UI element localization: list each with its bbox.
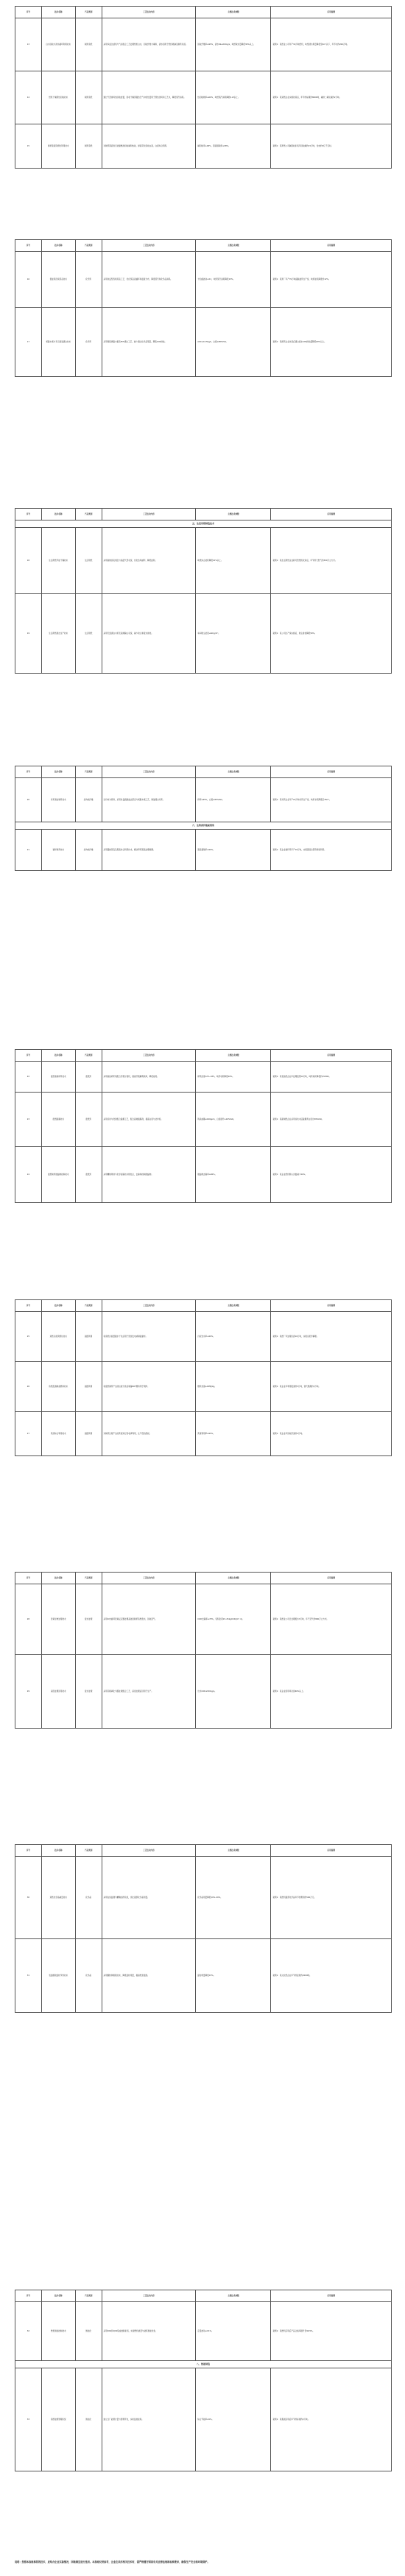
cell-name: 废纸高效碎浆技术	[41, 1062, 75, 1093]
cell-category: 废水处理	[75, 1655, 102, 1729]
cell-tech: 采用精细筛选与化学固着技术相结合，去除和控制胶黏物。	[102, 1147, 196, 1203]
header-case: 应用案例	[271, 1845, 392, 1857]
cell-category: 制浆造纸	[75, 71, 102, 124]
header-name: 技术名称	[41, 1845, 75, 1857]
cell-category: 化学浆	[75, 252, 102, 308]
tech-table	[15, 1299, 392, 1456]
cell-case: 案例1：某造纸企业实施改造后，年节约标煤约8000吨，减排二氧化碳约2万吨。	[271, 71, 392, 124]
cell-name: 生活用纸清洁生产技术	[41, 594, 75, 674]
table-row	[15, 1655, 392, 1729]
cell-category: 智能化	[75, 2368, 102, 2471]
cell-params: 车间粉尘浓度≤4mg/m³。	[196, 594, 271, 674]
header-category: 产品类别	[75, 2290, 102, 2302]
cell-category: 生活用纸	[75, 594, 102, 674]
cell-category: 废纸浆	[75, 1093, 102, 1147]
table-row	[15, 308, 392, 377]
table-row	[15, 1093, 392, 1147]
header-name: 技术名称	[41, 766, 75, 778]
header-no: 序号	[15, 1300, 42, 1312]
cell-no: 19	[15, 594, 42, 674]
table-row	[15, 1584, 392, 1655]
table-page-2	[15, 239, 392, 377]
cell-no: 13	[15, 18, 42, 71]
cell-name: 造纸化学品减量技术	[41, 1857, 75, 1939]
header-no: 序号	[15, 240, 42, 252]
cell-params: 黑液提取率≥90%。	[196, 830, 271, 871]
cell-name: 造纸废渣制备燃料技术	[41, 1362, 75, 1412]
header-tech: 工艺技术内容	[102, 1050, 196, 1062]
header-no: 序号	[15, 1845, 42, 1857]
cell-name: 造纸能源管理系统	[41, 2368, 75, 2471]
cell-params: 化学品用量降低10%–20%。	[196, 1857, 271, 1939]
section-row	[15, 521, 392, 528]
cell-tech: 建立全厂能源计量与管理平台，实时监控能耗。	[102, 2368, 196, 2471]
header-params: 主要技术参数	[196, 2290, 271, 2302]
table-row	[15, 2302, 392, 2361]
cell-params: 胶黏物去除率≥90%。	[196, 1147, 271, 1203]
cell-name: 深度处理回用技术	[41, 1655, 75, 1729]
cell-no: 18	[15, 528, 42, 594]
cell-category: 固废利用	[75, 1362, 102, 1412]
header-name: 技术名称	[41, 1300, 75, 1312]
table-row	[15, 124, 392, 169]
table-header-row	[15, 1845, 392, 1857]
cell-case: 案例1：某纸业公司年产30万吨纸机，吨纸清水用量降低至6m³以下，年节水约200万吨。	[271, 18, 392, 71]
cell-case: 案例1：某生活用纸企业新月型纸机改造后，年节约天然气约300万立方米。	[271, 528, 392, 594]
header-case: 应用案例	[271, 240, 392, 252]
header-category: 产品类别	[75, 1573, 102, 1584]
table-page-8	[15, 1844, 392, 2013]
cell-name: 氧脱木素与无元素氯漂白技术	[41, 308, 75, 377]
cell-params: 得率≥45%，白度≥85%ISO。	[196, 778, 271, 822]
cell-name: 低能耗连续蒸煮技术	[41, 252, 75, 308]
section-title: 八、智能制造	[15, 2361, 392, 2368]
table-row	[15, 1362, 392, 1412]
cell-no: 14	[15, 71, 42, 124]
header-tech: 工艺技术内容	[102, 509, 196, 521]
cell-tech: 采用浮选与洗涤组合脱墨工艺，配合高效脱墨剂，提高白度与洁净度。	[102, 1093, 196, 1147]
header-category: 产品类别	[75, 509, 102, 521]
cell-params: 残余油墨≤100ppm，白度提升≥10%ISO。	[196, 1093, 271, 1147]
header-case: 应用案例	[271, 1300, 392, 1312]
cell-no: 17	[15, 308, 42, 377]
table-page-9	[15, 2290, 392, 2471]
table-row	[15, 1062, 392, 1093]
cell-no: 26	[15, 1362, 42, 1412]
header-no: 序号	[15, 766, 42, 778]
table-row	[15, 778, 392, 822]
cell-tech: 采用DCS和QCS集成控制系统，实现纸机质量与能耗智能优化。	[102, 2302, 196, 2361]
header-tech: 工艺技术内容	[102, 1300, 196, 1312]
header-category: 产品类别	[75, 1845, 102, 1857]
table-page-5	[15, 1049, 392, 1203]
cell-case: 案例1：某竹浆企业年产20万吨竹浆生产线，吨浆水耗降低至35m³。	[271, 778, 392, 822]
table-row	[15, 1412, 392, 1456]
cell-category: 制浆造纸	[75, 18, 102, 71]
cell-name: 废纸制浆胶黏物控制技术	[41, 1147, 75, 1203]
header-tech: 工艺技术内容	[102, 766, 196, 778]
cell-no: 16	[15, 252, 42, 308]
cell-no: 33	[15, 2368, 42, 2471]
cell-params: 回收纤维率≥95%，清水SS≤20mg/L，吨纸取水量降低30%以上。	[196, 18, 271, 71]
header-no: 序号	[15, 509, 42, 521]
header-category: 产品类别	[75, 7, 102, 18]
tech-table	[15, 1049, 392, 1203]
cell-category: 化学浆	[75, 308, 102, 377]
table-page-6	[15, 1299, 392, 1456]
cell-params: 定量波动≤±1%。	[196, 2302, 271, 2361]
cell-case: 案例1：某纸机湿部化学品年节约费用约500万元。	[271, 1857, 392, 1939]
table-row	[15, 528, 392, 594]
cell-name: 白水回收与清水循环利用技术	[41, 18, 75, 71]
tech-table	[15, 1572, 392, 1729]
table-page-7	[15, 1572, 392, 1729]
tech-table	[15, 239, 392, 377]
cell-no: 28	[15, 1584, 42, 1655]
cell-case: 案例1：某纸浆企业改造后漂白废水AOX排放量降低60%以上。	[271, 308, 392, 377]
header-case: 应用案例	[271, 1573, 392, 1584]
cell-name: 厌氧生物处理技术	[41, 1584, 75, 1655]
header-name: 技术名称	[41, 240, 75, 252]
table-row	[15, 2368, 392, 2471]
table-row	[15, 594, 392, 674]
cell-tech: 通过气罩排风热回收装置，回收干燥部湿热空气中的热量用于预热送风和工艺水，降低蒸汽消耗。	[102, 71, 196, 124]
cell-name: 秸秆制浆技术	[41, 830, 75, 871]
cell-name: 制浆废液资源化利用技术	[41, 124, 75, 169]
cell-params: 热回收效率≥60%，吨纸蒸汽消耗降低0.2t以上。	[196, 71, 271, 124]
cell-category: 废纸浆	[75, 1062, 102, 1093]
header-category: 产品类别	[75, 766, 102, 778]
table-row	[15, 71, 392, 124]
cell-no: 20	[15, 778, 42, 822]
cell-no: 15	[15, 124, 42, 169]
header-params: 主要技术参数	[196, 240, 271, 252]
header-params: 主要技术参数	[196, 1300, 271, 1312]
cell-tech: 采用两段氧脱木素及ECF漂白工艺，减少漂白化学品用量，降低AOX排放。	[102, 308, 196, 377]
cell-no: 24	[15, 1147, 42, 1203]
cell-params: 卡伯值波动≤±1，吨浆蒸汽消耗降低15%。	[196, 252, 271, 308]
header-case: 应用案例	[271, 766, 392, 778]
section-title: 六、生物质纤维素纸浆	[15, 822, 392, 830]
cell-case: 案例1：某纸机应用后产品合格率提升至99.5%。	[271, 2302, 392, 2361]
cell-tech: 采用在线监测与精确加药系统，优化湿部化学品用量。	[102, 1857, 196, 1939]
cell-tech: 采用多盘过滤机与气浮组合工艺处理纸机白水，回收纤维与填料，清水回用于纸机喷淋及制浆系统。	[102, 18, 196, 71]
cell-no: 31	[15, 1939, 42, 2013]
cell-no: 27	[15, 1412, 42, 1456]
cell-tech: 以竹材为原料，采用改良硫酸盐法蒸煮与氧脱木素工艺，制备漂白竹浆。	[102, 778, 196, 822]
cell-no: 21	[15, 830, 42, 871]
table-page-3	[15, 508, 392, 674]
cell-case: 案例1：某新闻纸企业采用该技术后脱墨浆白度达58%ISO。	[271, 1093, 392, 1147]
header-name: 技术名称	[41, 1050, 75, 1062]
cell-category: 制浆造纸	[75, 124, 102, 169]
cell-category: 固废利用	[75, 1312, 102, 1362]
cell-params: 燃料热值≥16MJ/kg。	[196, 1362, 271, 1412]
cell-name: 纸机干燥部热回收技术	[41, 71, 75, 124]
cell-tech: 对制浆黑液进行浓缩燃烧回收碱和热能，绿液苛化回收白液，白泥综合利用。	[102, 124, 196, 169]
cell-params: 吨纸综合能耗降低10%以上。	[196, 528, 271, 594]
cell-name: 浆渣综合利用技术	[41, 1412, 75, 1456]
header-params: 主要技术参数	[196, 7, 271, 18]
cell-no: 23	[15, 1093, 42, 1147]
table-header-row	[15, 2290, 392, 2302]
cell-tech: 将废纸制浆产生的轻渣分选后制备RDF燃料用于锅炉。	[102, 1362, 196, 1412]
cell-category: 化学品	[75, 1939, 102, 2013]
cell-case: 案例1：某文化纸企业年节约淀粉约2000吨。	[271, 1939, 392, 2013]
cell-params: 碎浆浓度12%–18%，吨浆电耗降低20%。	[196, 1062, 271, 1093]
cell-case: 案例1：某企业回用率达到60%以上。	[271, 1655, 392, 1729]
cell-name: 生活用纸节能干燥技术	[41, 528, 75, 594]
header-category: 产品类别	[75, 240, 102, 252]
table-row	[15, 1147, 392, 1203]
cell-params: 浆渣利用率≥95%。	[196, 1412, 271, 1456]
table-header-row	[15, 1300, 392, 1312]
cell-case: 案例1：某企业纸机断头次数减少40%。	[271, 1147, 392, 1203]
table-header-row	[15, 7, 392, 18]
cell-tech: 采用高浓碎浆机配合纤维分离机，提高纤维解离效率，降低能耗。	[102, 1062, 196, 1093]
table-row	[15, 830, 392, 871]
cell-category: 废纸浆	[75, 1147, 102, 1203]
cell-name: 废纸脱墨技术	[41, 1093, 75, 1147]
header-tech: 工艺技术内容	[102, 7, 196, 18]
cell-tech: 采用膜转移施胶技术，降低淀粉用量，提高纸张强度。	[102, 1939, 196, 2013]
footer-note: 说明：按照本指南推荐的技术，应结合企业实际情况，因地制宜进行选用。本指南仅供参考，企业在采用相关技术时，需严格遵守国家有关法律法规和标准要求，确保生产安全和环境保护。	[15, 2561, 210, 2563]
tech-table	[15, 2290, 392, 2471]
header-no: 序号	[15, 7, 42, 18]
header-no: 序号	[15, 1573, 42, 1584]
cell-params: 碱回收率≥96%，黑液提取率≥98%。	[196, 124, 271, 169]
cell-category: 生物质纤维	[75, 830, 102, 871]
cell-case: 案例1：某纸业公司日处理废水3万吨，年产沼气约800万立方米。	[271, 1584, 392, 1655]
section-row	[15, 2361, 392, 2368]
tech-table	[15, 1844, 392, 2013]
header-params: 主要技术参数	[196, 509, 271, 521]
cell-name: 表面施胶淀粉节约技术	[41, 1939, 75, 2013]
table-header-row	[15, 509, 392, 521]
cell-name: 竹浆清洁制浆技术	[41, 778, 75, 822]
tech-table	[15, 766, 392, 871]
cell-tech: 采用置换蒸煮及黑液综合利用技术，解决草浆黑液处理难题。	[102, 830, 196, 871]
cell-case: 案例1：某企业年回收浆渣约2万吨。	[271, 1412, 392, 1456]
header-case: 应用案例	[271, 2290, 392, 2302]
cell-tech: 将造纸污泥经脱水干化后用于焚烧发电或制备建材。	[102, 1312, 196, 1362]
table-header-row	[15, 1573, 392, 1584]
cell-category: 废水处理	[75, 1584, 102, 1655]
cell-name: 纸机智能控制技术	[41, 2302, 75, 2361]
cell-category: 智能化	[75, 2302, 102, 2361]
header-tech: 工艺技术内容	[102, 2290, 196, 2302]
table-row	[15, 252, 392, 308]
table-row	[15, 18, 392, 71]
header-case: 应用案例	[271, 1050, 392, 1062]
cell-name: 造纸污泥资源化技术	[41, 1312, 75, 1362]
cell-tech: 采用无氯漂白木浆及高效除尘系统，减少粉尘和废水排放。	[102, 594, 196, 674]
cell-case: 案例1：某集团应用后年节约标煤约2万吨。	[271, 2368, 392, 2471]
cell-tech: 采用IC内循环厌氧反应器处理高浓度制浆造纸废水，回收沼气。	[102, 1584, 196, 1655]
header-no: 序号	[15, 2290, 42, 2302]
cell-tech: 采用芬顿氧化与膜处理组合工艺，深度处理后回用于生产。	[102, 1655, 196, 1729]
header-tech: 工艺技术内容	[102, 1845, 196, 1857]
header-name: 技术名称	[41, 7, 75, 18]
cell-case: 案例1：某公司生产线实施后，粉尘排放降低50%。	[271, 594, 392, 674]
cell-case: 案例1：某纸厂年处理污泥10万吨，实现污泥零填埋。	[271, 1312, 392, 1362]
cell-params: 综合节能率≥5%。	[196, 2368, 271, 2471]
header-case: 应用案例	[271, 509, 392, 521]
cell-case: 案例1：某企业年利用废渣约5万吨，替代燃煤约3万吨。	[271, 1362, 392, 1412]
header-name: 技术名称	[41, 509, 75, 521]
table-header-row	[15, 766, 392, 778]
cell-no: 22	[15, 1062, 42, 1093]
header-no: 序号	[15, 1050, 42, 1062]
cell-params: 出水COD≤50mg/L。	[196, 1655, 271, 1729]
cell-params: AOX≤0.15kg/t，白度≥88%ISO。	[196, 308, 271, 377]
tech-table	[15, 6, 392, 169]
cell-category: 化学品	[75, 1857, 102, 1939]
table-header-row	[15, 1050, 392, 1062]
cell-no: 25	[15, 1312, 42, 1362]
cell-tech: 采用高效扬克烘缸与高温气罩系统，优化热风循环，降低能耗。	[102, 528, 196, 594]
table-header-row	[15, 240, 392, 252]
table-row	[15, 1857, 392, 1939]
header-name: 技术名称	[41, 1573, 75, 1584]
cell-case: 案例1：某浆厂年产70万吨硫酸盐浆生产线，吨浆能耗降低约12%。	[271, 252, 392, 308]
section-title: 五、生活用纸制造技术	[15, 521, 392, 528]
cell-params: COD去除率≥70%，容积负荷15–25kgCOD/(m³·d)。	[196, 1584, 271, 1655]
cell-no: 32	[15, 2302, 42, 2361]
header-params: 主要技术参数	[196, 1845, 271, 1857]
section-row	[15, 822, 392, 830]
cell-case: 案例1：某企业秸秆浆年产10万吨，实现黑液全部资源化利用。	[271, 830, 392, 871]
cell-case: 案例1：某浆纸公司碱回收系统年回收碱约15万吨，发电约3亿千瓦时。	[271, 124, 392, 169]
header-category: 产品类别	[75, 1300, 102, 1312]
header-case: 应用案例	[271, 7, 392, 18]
header-tech: 工艺技术内容	[102, 240, 196, 252]
table-row	[15, 1312, 392, 1362]
cell-tech: 对制浆过程产生的浆渣进行回收再利用，生产低档纸板。	[102, 1412, 196, 1456]
header-params: 主要技术参数	[196, 766, 271, 778]
header-name: 技术名称	[41, 2290, 75, 2302]
cell-case: 案例1：某包装纸企业年处理废纸50万吨，吨浆电耗降低约15kWh。	[271, 1062, 392, 1093]
cell-no: 29	[15, 1655, 42, 1729]
table-page-1	[15, 6, 392, 169]
table-row	[15, 1939, 392, 2013]
cell-category: 生物质纤维	[75, 778, 102, 822]
cell-category: 生活用纸	[75, 528, 102, 594]
cell-params: 淀粉用量降低15%。	[196, 1939, 271, 2013]
cell-category: 固废利用	[75, 1412, 102, 1456]
header-params: 主要技术参数	[196, 1573, 271, 1584]
table-page-4	[15, 766, 392, 871]
header-tech: 工艺技术内容	[102, 1573, 196, 1584]
cell-params: 污泥含水率≤40%。	[196, 1312, 271, 1362]
tech-table	[15, 508, 392, 674]
cell-tech: 采用改良型连续蒸煮工艺，优化蒸煮液循环和温度分布，降低蒸汽和化学品消耗。	[102, 252, 196, 308]
header-params: 主要技术参数	[196, 1050, 271, 1062]
cell-no: 30	[15, 1857, 42, 1939]
header-category: 产品类别	[75, 1050, 102, 1062]
